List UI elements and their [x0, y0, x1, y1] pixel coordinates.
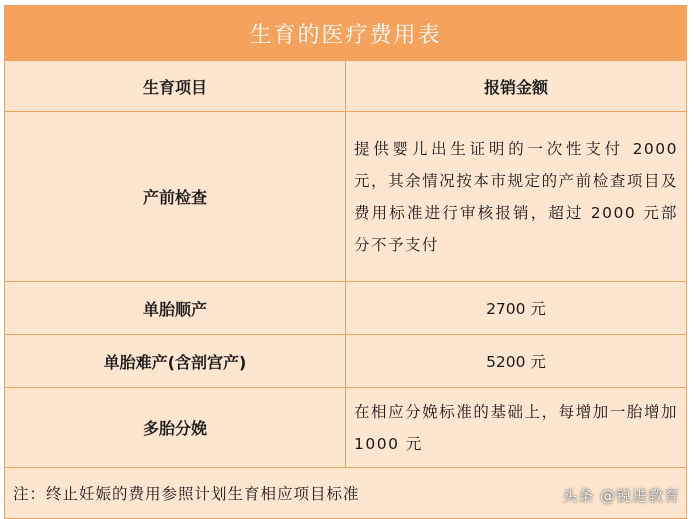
table-row — [5, 112, 687, 282]
medical-cost-table — [4, 5, 687, 519]
row-amount: 提供婴儿出生证明的一次性支付 2000 元，其余情况按本市规定的产前检查项目及费用标准进行审核报销，超过 2000 元部分不予支付 — [346, 112, 687, 282]
title-row — [5, 6, 687, 61]
row-amount: 5200 元 — [346, 335, 687, 388]
watermark: 头条 @锐进教育 — [562, 487, 680, 505]
row-item: 产前检查 — [5, 112, 346, 282]
row-item: 多胎分娩 — [5, 388, 346, 468]
table-row — [5, 388, 687, 468]
row-amount: 在相应分娩标准的基础上，每增加一胎增加 1000 元 — [346, 388, 687, 468]
table-row — [5, 335, 687, 388]
header-row — [5, 61, 687, 112]
table-note: 注：终止妊娠的费用参照计划生育相应项目标准 — [5, 468, 687, 519]
column-header-amount: 报销金额 — [346, 61, 687, 112]
table-title: 生育的医疗费用表 — [5, 6, 687, 61]
row-item: 单胎难产(含剖宫产) — [5, 335, 346, 388]
row-amount: 2700 元 — [346, 282, 687, 335]
column-header-item: 生育项目 — [5, 61, 346, 112]
table-row — [5, 282, 687, 335]
row-item: 单胎顺产 — [5, 282, 346, 335]
